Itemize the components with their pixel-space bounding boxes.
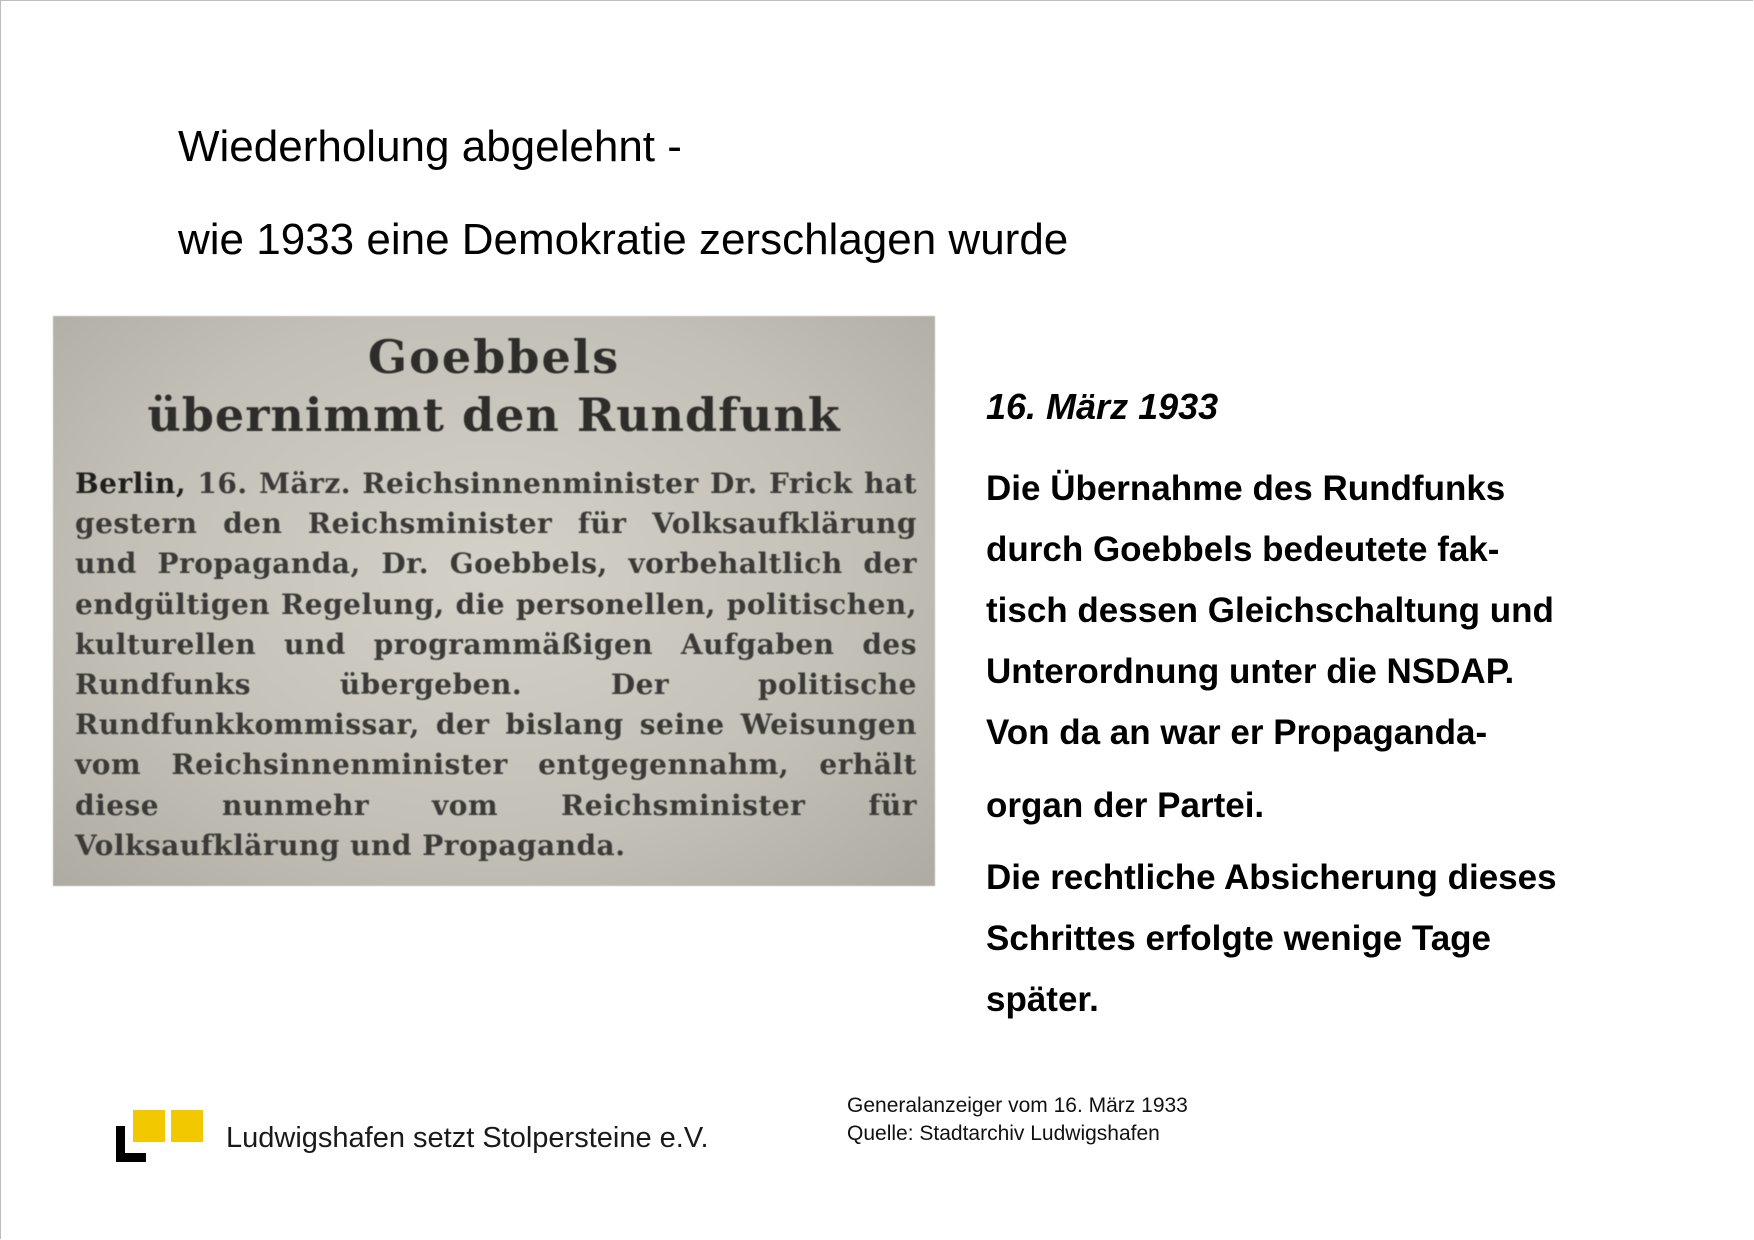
clipping-headline-2: übernimmt den Rundfunk — [147, 388, 841, 442]
clipping-lead: Berlin, — [75, 467, 187, 500]
paragraph-line: organ der Partei. — [986, 786, 1265, 825]
clipping-headline-1: Goebbels — [367, 330, 621, 384]
paragraph-line: durch Goebbels bedeutete fak- — [986, 530, 1500, 569]
source-line-1: Generalanzeiger vom 16. März 1933 — [847, 1094, 1188, 1117]
paragraph-line: später. — [986, 980, 1099, 1019]
slide-title-line1: Wiederholung abgelehnt - — [178, 122, 682, 171]
clipping-text: 16. März. Reichsinnenminister Dr. Frick hat gestern den Reichsminister für Volksaufklärung und Propaganda, Dr. Goebbels, vorbehaltlich der endgültigen Regelung, die personellen, politischen, kulturellen und programmäßigen Aufgaben des Rundfunks übergeben. Der politische Rundfunkkommissar, der bislang seine Weisungen vom Reichsinnenminister entgegennahm, erhält diese nunmehr vom Reichsminister für Volksaufklärung und Propaganda. — [75, 467, 917, 862]
paragraph-takeover — [986, 458, 1554, 836]
slide-title-line2: wie 1933 eine Demokratie zerschlagen wurde — [178, 215, 1069, 264]
source-citation — [847, 1092, 1188, 1148]
paragraph-legal — [986, 847, 1557, 1030]
logo-black-bar — [116, 1153, 146, 1162]
organization-name: Ludwigshafen setzt Stolpersteine e.V. — [226, 1122, 709, 1154]
date-heading: 16. März 1933 — [986, 386, 1219, 427]
paragraph-line: tisch dessen Gleichschaltung und — [986, 591, 1554, 630]
paragraph-line: Von da an war er Propaganda- — [986, 713, 1488, 752]
paragraph-line: Schrittes erfolgte wenige Tage — [986, 919, 1492, 958]
source-line-2: Quelle: Stadtarchiv Ludwigshafen — [847, 1122, 1160, 1145]
paragraph-line: Die rechtliche Absicherung dieses — [986, 858, 1557, 897]
logo-yellow-square — [171, 1110, 203, 1142]
paragraph-line: Unterordnung unter die NSDAP. — [986, 652, 1515, 691]
paragraph-line: Die Übernahme des Rundfunks — [986, 469, 1506, 508]
logo-yellow-square — [133, 1110, 165, 1142]
newspaper-clipping-image — [53, 316, 935, 886]
clipping-body — [75, 464, 917, 866]
stolpersteine-logo — [116, 1110, 206, 1165]
